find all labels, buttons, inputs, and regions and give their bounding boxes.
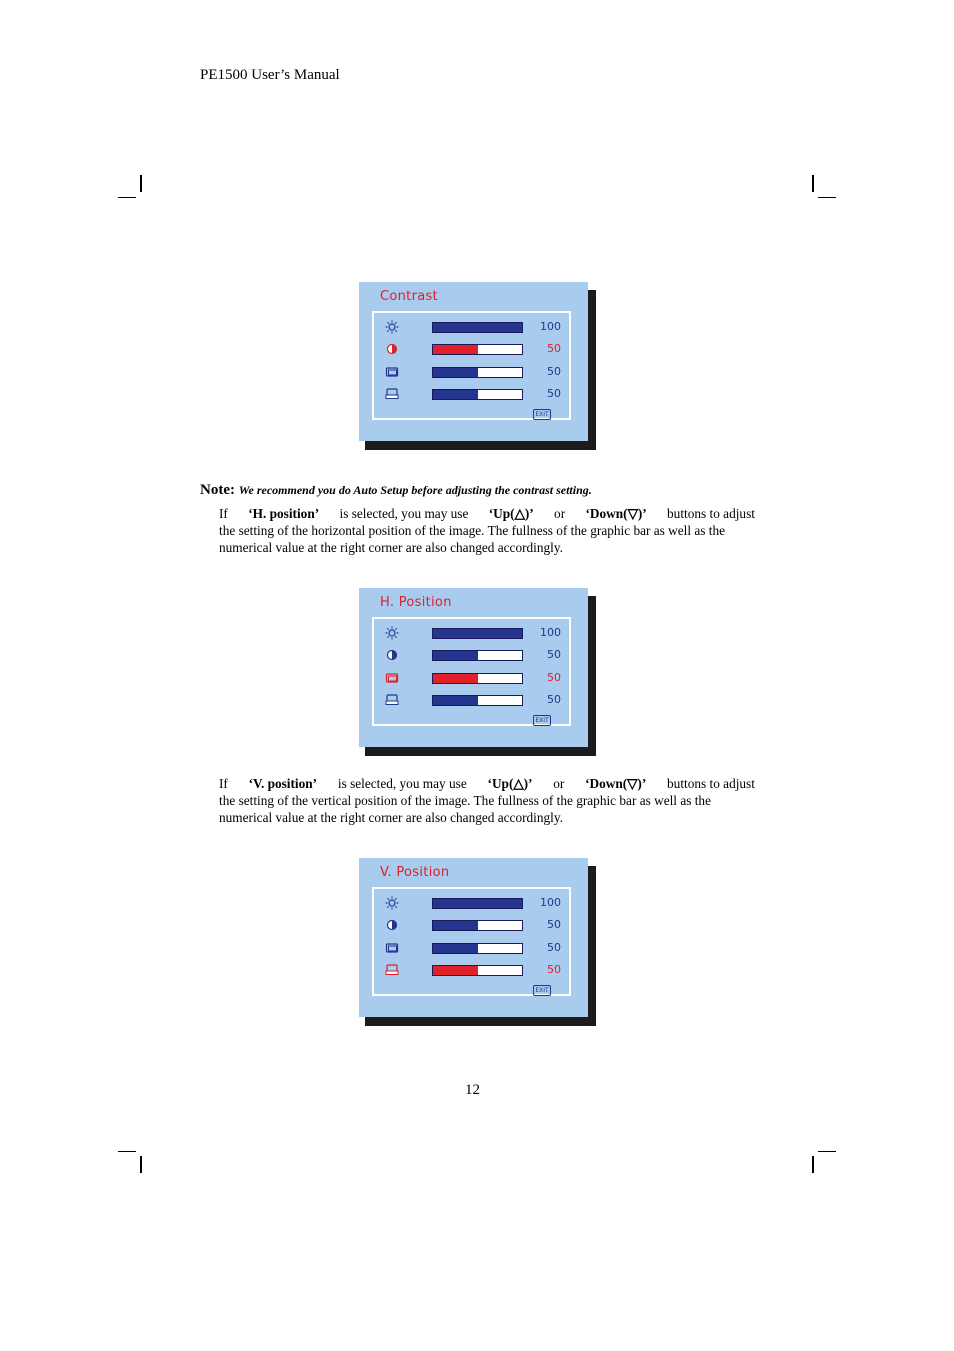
level-bar[interactable] <box>432 695 523 706</box>
osd-row[interactable] <box>374 365 569 379</box>
level-bar[interactable] <box>432 673 523 684</box>
level-value: 100 <box>540 896 561 909</box>
level-bar-fill <box>433 651 478 660</box>
paragraph-body: the setting of the vertical position of the image. The fullness of the graphic bar as well as the numerical value at the right corner are also changed accordingly. <box>219 793 711 825</box>
level-bar[interactable] <box>432 898 523 909</box>
level-value: 100 <box>540 320 561 333</box>
brightness-icon <box>385 896 399 910</box>
paragraph-word: ‘V. position’ <box>248 776 318 791</box>
crop-mark <box>818 197 836 198</box>
paragraph-word: buttons to adjust <box>667 776 755 791</box>
paragraph-first-line <box>219 505 755 522</box>
level-value: 50 <box>547 963 561 976</box>
osd-row[interactable] <box>374 941 569 955</box>
contrast-icon <box>385 648 399 662</box>
brightness-icon <box>385 626 399 640</box>
v-position-icon <box>385 693 399 707</box>
level-bar-fill <box>433 629 522 638</box>
exit-button[interactable]: EXIT <box>533 409 551 420</box>
paragraph-word: buttons to adjust <box>667 506 755 521</box>
paragraph-word: is selected, you may use <box>337 776 467 791</box>
level-value: 100 <box>540 626 561 639</box>
paragraph-h-position <box>219 505 755 556</box>
level-bar[interactable] <box>432 389 523 400</box>
level-bar[interactable] <box>432 322 523 333</box>
paragraph-body: the setting of the horizontal position of the image. The fullness of the graphic bar as well as the numerical value at the right corner are also changed accordingly. <box>219 523 726 555</box>
level-bar-fill <box>433 899 522 908</box>
osd-window <box>359 858 588 1017</box>
note <box>200 482 592 499</box>
crop-mark <box>140 1156 142 1173</box>
osd-row[interactable] <box>374 671 569 685</box>
osd-panel-h-position <box>359 588 596 756</box>
paragraph-first-line <box>219 775 755 792</box>
level-bar-fill <box>433 345 478 354</box>
crop-mark <box>118 197 136 198</box>
osd-title: Contrast <box>380 289 438 304</box>
osd-title: V. Position <box>380 865 450 880</box>
level-value: 50 <box>547 342 561 355</box>
paragraph-word: If <box>219 506 228 521</box>
osd-row[interactable] <box>374 626 569 640</box>
level-bar-fill <box>433 323 522 332</box>
level-bar[interactable] <box>432 367 523 378</box>
level-value: 50 <box>547 671 561 684</box>
level-bar[interactable] <box>432 920 523 931</box>
paragraph-v-position <box>219 775 755 826</box>
note-text: We recommend you do Auto Setup before adjusting the contrast setting. <box>238 483 592 497</box>
exit-button[interactable]: EXIT <box>533 985 551 996</box>
osd-row[interactable] <box>374 963 569 977</box>
v-position-icon <box>385 963 399 977</box>
brightness-icon <box>385 320 399 334</box>
osd-menu <box>372 311 571 420</box>
crop-mark <box>818 1151 836 1152</box>
exit-button[interactable]: EXIT <box>533 715 551 726</box>
level-bar-fill <box>433 921 478 930</box>
level-value: 50 <box>547 918 561 931</box>
paragraph-word: or <box>554 506 566 521</box>
level-bar[interactable] <box>432 943 523 954</box>
h-position-icon <box>385 671 399 685</box>
osd-row[interactable] <box>374 342 569 356</box>
level-bar-fill <box>433 696 478 705</box>
paragraph-word: ‘Down(▽)’ <box>585 506 647 521</box>
paragraph-word: ‘Up(△)’ <box>487 776 533 791</box>
paragraph-word: is selected, you may use <box>339 506 469 521</box>
osd-row[interactable] <box>374 896 569 910</box>
level-value: 50 <box>547 365 561 378</box>
contrast-icon <box>385 342 399 356</box>
level-value: 50 <box>547 941 561 954</box>
osd-window <box>359 588 588 747</box>
osd-window <box>359 282 588 441</box>
crop-mark <box>812 175 814 192</box>
paragraph-word: ‘Up(△)’ <box>488 506 534 521</box>
level-bar-fill <box>433 674 478 683</box>
h-position-icon <box>385 941 399 955</box>
osd-row[interactable] <box>374 320 569 334</box>
osd-menu <box>372 887 571 996</box>
paragraph-word: ‘H. position’ <box>248 506 320 521</box>
page-number: 12 <box>465 1082 480 1098</box>
osd-menu <box>372 617 571 726</box>
level-value: 50 <box>547 648 561 661</box>
osd-row[interactable] <box>374 387 569 401</box>
note-label: Note: <box>200 482 235 498</box>
osd-row[interactable] <box>374 693 569 707</box>
level-bar[interactable] <box>432 344 523 355</box>
paragraph-word: If <box>219 776 228 791</box>
level-value: 50 <box>547 387 561 400</box>
level-bar[interactable] <box>432 965 523 976</box>
paragraph-word: or <box>553 776 565 791</box>
level-bar-fill <box>433 944 478 953</box>
v-position-icon <box>385 387 399 401</box>
osd-row[interactable] <box>374 918 569 932</box>
osd-panel-v-position <box>359 858 596 1026</box>
crop-mark <box>812 1156 814 1173</box>
level-bar-fill <box>433 390 478 399</box>
paragraph-word: ‘Down(▽)’ <box>585 776 647 791</box>
level-bar-fill <box>433 368 478 377</box>
crop-mark <box>118 1151 136 1152</box>
h-position-icon <box>385 365 399 379</box>
osd-panel-contrast <box>359 282 596 450</box>
level-bar[interactable] <box>432 650 523 661</box>
manual-header: PE1500 User’s Manual <box>200 67 340 83</box>
osd-row[interactable] <box>374 648 569 662</box>
crop-mark <box>140 175 142 192</box>
level-value: 50 <box>547 693 561 706</box>
level-bar[interactable] <box>432 628 523 639</box>
osd-title: H. Position <box>380 595 452 610</box>
contrast-icon <box>385 918 399 932</box>
level-bar-fill <box>433 966 478 975</box>
